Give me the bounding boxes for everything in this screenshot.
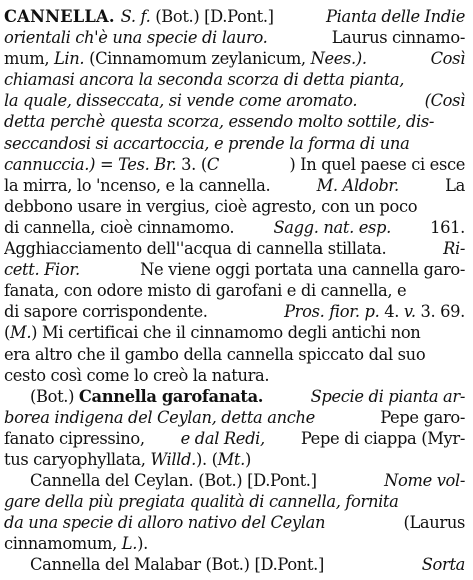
citation-source: Tes. Br. [118, 154, 182, 174]
definition-text: borea indigena del Ceylan, detta anche [4, 407, 315, 427]
citation-ref: 4. [384, 302, 404, 322]
citation-mark: ). ( [195, 449, 218, 469]
quotation-text: ) In quel paese ci esce [289, 154, 465, 174]
citation-source: cett. Fior. [4, 260, 80, 280]
author-abbrev: L. [121, 534, 138, 554]
text-line [4, 111, 465, 132]
definition-text: chiamasi ancora la seconda scorza di detta pianta, [4, 70, 405, 90]
definition-text: la quale, disseccata, si vende come aromato. [4, 91, 358, 111]
text-line [4, 90, 465, 111]
text-line [4, 217, 465, 238]
text-line [4, 175, 465, 196]
definition-text: Pianta delle Indie [326, 7, 465, 26]
definition-text: da una specie di alloro nativo del Ceylan [4, 513, 326, 533]
definition-text: e dal Redi, [180, 428, 265, 448]
definition-text: Nome vol- [384, 471, 465, 491]
quotation-text: debbono usare in vergius, cioè agresto, con un poco [4, 196, 418, 216]
subheadword: Cannella del Malabar [30, 555, 206, 575]
text-line [4, 301, 465, 322]
grammar-label: S. f. [120, 7, 156, 26]
text-line [4, 470, 465, 491]
citation-source: Pros. fior. p. [284, 302, 385, 322]
source-label: (Bot.) [D.Pont.] [155, 7, 274, 26]
text-line [4, 344, 465, 365]
definition-text: cannuccia.) [4, 154, 100, 174]
entry-cannella [4, 6, 465, 386]
equals-sign: = [99, 154, 119, 174]
quotation-text: di cannella, cioè cinnamomo. [4, 217, 235, 237]
text-line [4, 154, 465, 175]
citation-ref: 3. 69. [420, 302, 465, 322]
author-abbrev: Willd. [150, 449, 196, 469]
definition-text: detta perchè questa scorza, essendo molto sottile, dis- [4, 112, 435, 132]
author-abbrev: Lin. [53, 49, 90, 69]
author-abbrev: Nees.). [310, 49, 367, 69]
definition-text: (Così [424, 91, 465, 111]
citation-source: M. Aldobr. [316, 175, 399, 195]
subheadword: Cannella garofanata. [78, 386, 264, 406]
text-line [4, 365, 465, 386]
text-line [4, 449, 465, 470]
definition-text: Così [430, 49, 465, 69]
quotation-text: era altro che il gambo della cannella spiccato dal suo [4, 344, 426, 364]
citation-mark: ( [4, 323, 11, 343]
definition-text: orientali ch'è una specie di lauro. [4, 28, 268, 48]
quotation-text: la mirra, lo 'ncenso, e la cannella. [4, 175, 271, 195]
text-line [4, 491, 465, 512]
citation-mark: M. [10, 323, 32, 343]
latin-name: (Laurus [403, 513, 465, 533]
definition-text: gare della più pregiata qualità di cannella, fornita [4, 492, 399, 512]
quotation-text: cesto così come lo creò la natura. [4, 365, 270, 385]
definition-text: Specie di pianta ar- [310, 386, 465, 406]
citation-mark: C [206, 154, 219, 174]
definition-text: seccandosi si accartoccia, e prende la forma di una [4, 133, 410, 153]
definition-text: fanato cipressino, [4, 428, 145, 448]
text-line [4, 69, 465, 90]
subheadword: Cannella del Ceylan. (Bot.) [D.Pont.] [30, 471, 317, 491]
text-line [4, 386, 465, 407]
citation-ref: 3. ( [181, 154, 207, 174]
citation-mark: Mt. [217, 449, 245, 469]
quotation-text: Agghiacciamento dell''acqua di cannella stillata. [4, 239, 387, 259]
headword: CANNELLA. [4, 7, 121, 26]
latin-name: Laurus cinnamo- [331, 28, 465, 48]
source-label: (Bot.) [30, 386, 79, 406]
text-line [4, 407, 465, 428]
quotation-text: Ne viene oggi portata una cannella garo- [140, 260, 465, 280]
entry-cannella-garofanata [4, 386, 465, 470]
text-line [4, 6, 465, 27]
text-line [4, 27, 465, 48]
citation-source: Ri- [443, 239, 465, 259]
entry-cannella-del-malabar [4, 554, 465, 575]
definition-text: Sorta [421, 555, 465, 575]
latin-name: cinnamomum, [4, 534, 122, 554]
text-line [4, 238, 465, 259]
definition-text: Pepe di ciappa (Myr- [300, 428, 465, 448]
quotation-text: La [445, 175, 465, 195]
citation-mark: ) [244, 449, 251, 469]
citation-source: Sagg. nat. esp. [273, 217, 391, 237]
citation-ref: 161. [430, 217, 465, 237]
text-line [4, 554, 465, 575]
text-line [4, 280, 465, 301]
quotation-text: fanata, con odore misto di garofani e di cannella, e [4, 281, 407, 301]
text-line [4, 259, 465, 280]
source-label: (Bot.) [D.Pont.] [205, 555, 324, 575]
latin-name: (Cinnamomum zeylanicum, [89, 49, 311, 69]
entry-cannella-del-ceylan [4, 470, 465, 554]
definition-text: Pepe garo- [380, 407, 465, 427]
latin-name: ). [137, 534, 148, 554]
text-line [4, 428, 465, 449]
text-line [4, 196, 465, 217]
text-line [4, 512, 465, 533]
citation-ref: v. [403, 302, 421, 322]
latin-name: tus caryophyllata, [4, 449, 151, 469]
quotation-text: di sapore corrispondente. [4, 302, 208, 322]
text-line [4, 133, 465, 154]
latin-name: mum, [4, 49, 54, 69]
text-line [4, 533, 465, 554]
quotation-text: ) Mi certificai che il cinnamomo degli antichi non [31, 323, 421, 343]
text-line [4, 322, 465, 343]
text-line [4, 48, 465, 69]
